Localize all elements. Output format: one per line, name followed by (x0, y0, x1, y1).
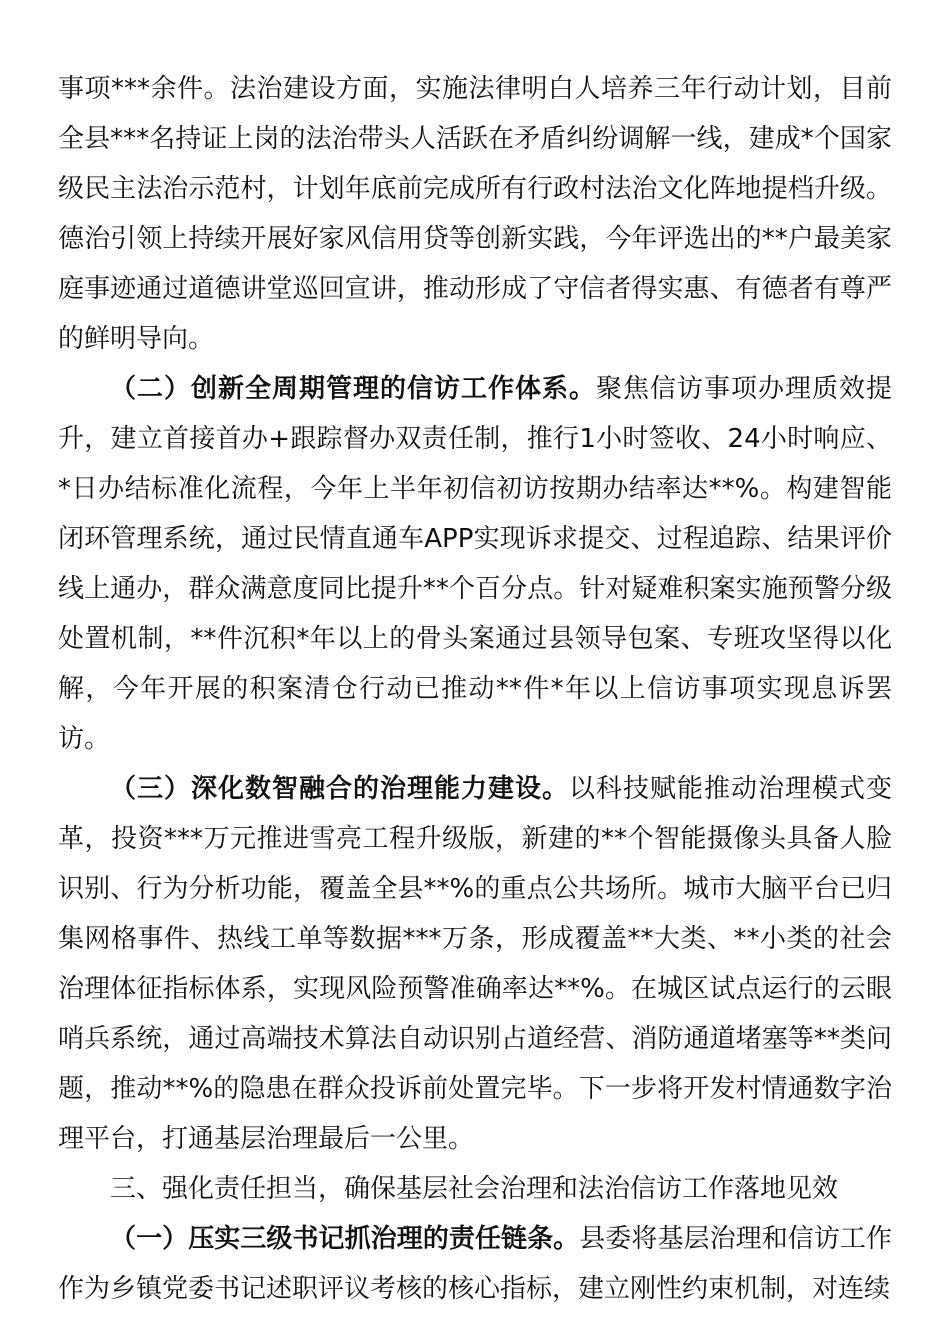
section-heading-text: 三、强化责任担当，确保基层社会治理和法治信访工作落地见效 (110, 1174, 839, 1204)
paragraph-digital-governance (58, 764, 892, 1164)
paragraph-lead-heading: （二）创新全周期管理的信访工作体系。 (110, 374, 596, 404)
paragraph-text: 县委将基层治理和信访工作作为乡镇党委书记述职评议考核的核心指标，建立刚性约束机制，对连续 (58, 1224, 892, 1304)
paragraph-text: 以科技赋能推动治理模式变革，投资***万元推进雪亮工程升级版，新建的**个智能摄像头具备人脸识别、行为分析功能，覆盖全县**%的重点公共场所。城市大脑平台已归集网格事件、热线工单等数据***万条，形成覆盖**大类、**小类的社会治理体征指标体系，实现风险预警准确率达**%。在城区试点运行的云眼哨兵系统，通过高端技术算法自动识别占道经营、消防通道堵塞等**类问题，推动**%的隐患在群众投诉前处置完毕。下一步将开发村情通数字治理平台，打通基层治理最后一公里。 (58, 774, 892, 1154)
paragraph-rule-of-law (58, 64, 892, 364)
paragraph-text: 事项***余件。法治建设方面，实施法律明白人培养三年行动计划，目前全县***名持证上岗的法治带头人活跃在矛盾纠纷调解一线，建成*个国家级民主法治示范村，计划年底前完成所有行政村法治文化阵地提档升级。德治引领上持续开展好家风信用贷等创新实践，今年评选出的**户最美家庭事迹通过道德讲堂巡回宣讲，推动形成了守信者得实惠、有德者有尊严的鲜明导向。 (58, 74, 892, 354)
document-body (58, 64, 892, 1314)
paragraph-text: 聚焦信访事项办理质效提升，建立首接首办+跟踪督办双责任制，推行1小时签收、24小时响应、*日办结标准化流程，今年上半年初信初访按期办结率达**%。构建智能闭环管理系统，通过民情直通车APP实现诉求提交、过程追踪、结果评价线上通办，群众满意度同比提升**个百分点。针对疑难积案实施预警分级处置机制，**件沉积*年以上的骨头案通过县领导包案、专班攻坚得以化解，今年开展的积案清仓行动已推动**件*年以上信访事项实现息诉罢访。 (58, 374, 892, 754)
paragraph-responsibility-chain (58, 1214, 892, 1314)
section-heading-three (58, 1164, 892, 1214)
paragraph-lead-heading: （三）深化数智融合的治理能力建设。 (110, 774, 569, 804)
paragraph-lead-heading: （一）压实三级书记抓治理的责任链条。 (110, 1224, 580, 1254)
paragraph-petition-system (58, 364, 892, 764)
